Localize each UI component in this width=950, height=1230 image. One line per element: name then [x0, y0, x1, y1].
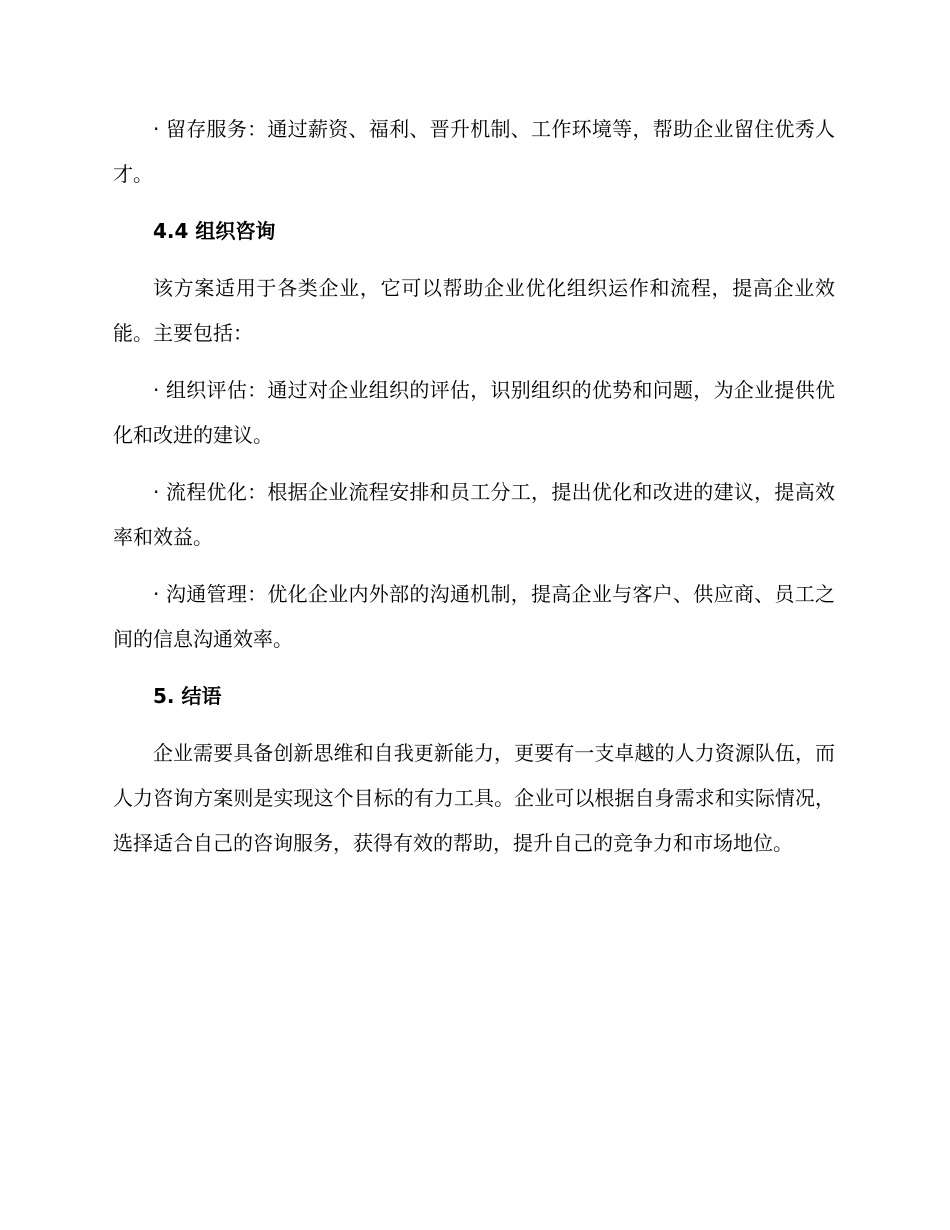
bullet-org-assessment: · 组织评估：通过对企业组织的评估，识别组织的优势和问题，为企业提供优化和改进的建议。 [113, 378, 835, 447]
bullet-communication-management: · 沟通管理：优化企业内外部的沟通机制，提高企业与客户、供应商、员工之间的信息沟通效率。 [113, 582, 835, 651]
bullet-retention-service: · 留存服务：通过薪资、福利、晋升机制、工作环境等，帮助企业留住优秀人才。 [113, 117, 835, 186]
org-consulting-intro: 该方案适用于各类企业，它可以帮助企业优化组织运作和流程，提高企业效能。主要包括： [113, 276, 835, 345]
section-4-4-heading: 4.4 组织咨询 [153, 219, 276, 243]
bullet-process-optimization: · 流程优化：根据企业流程安排和员工分工，提出优化和改进的建议，提高效率和效益。 [113, 480, 835, 549]
conclusion-paragraph: 企业需要具备创新思维和自我更新能力，更要有一支卓越的人力资源队伍，而人力咨询方案则是实现这个目标的有力工具。企业可以根据自身需求和实际情况，选择适合自己的咨询服务，获得有效的帮助，提升自己的竞争力和市场地位。 [113, 741, 835, 855]
document-page [113, 107, 835, 866]
section-5-heading: 5. 结语 [153, 684, 222, 708]
